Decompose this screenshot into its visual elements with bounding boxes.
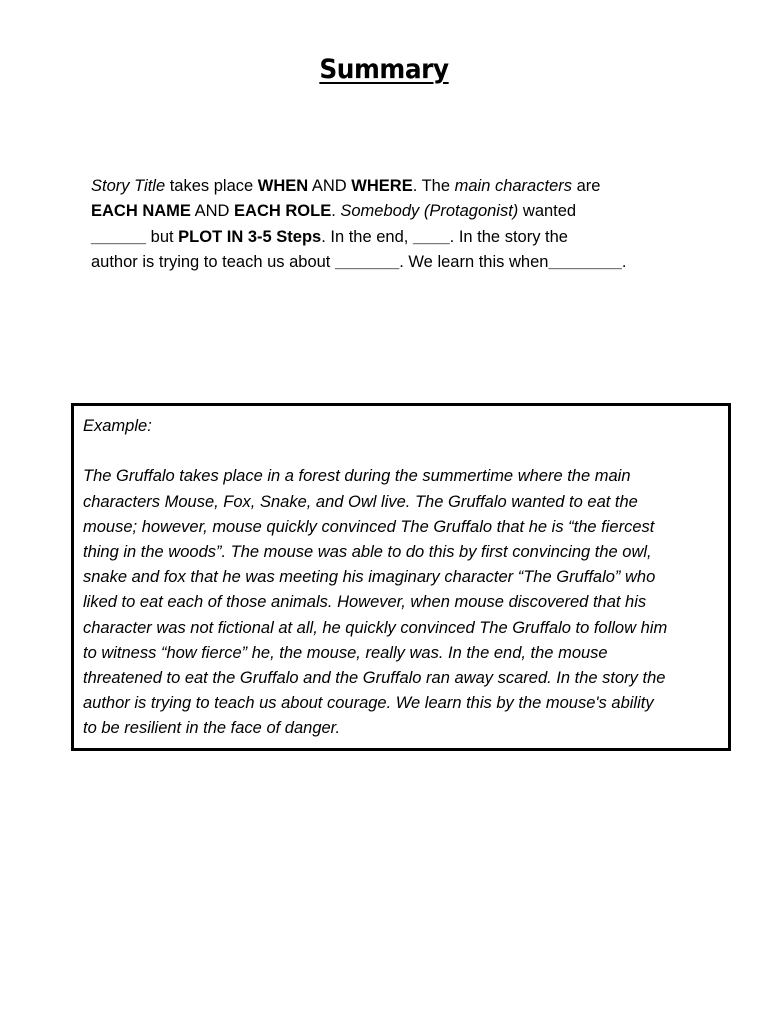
plot-placeholder: PLOT IN 3-5 Steps: [178, 227, 322, 246]
template-text: . In the end,: [321, 227, 413, 246]
template-text: . In the story the: [449, 227, 568, 246]
template-line: [91, 174, 671, 199]
example-line: mouse; however, mouse quickly convinced The Gruffalo that he is “the fiercest: [83, 517, 655, 536]
template-text: are: [572, 177, 601, 195]
example-line: characters Mouse, Fox, Snake, and Owl live. The Gruffalo wanted to eat the: [83, 492, 638, 511]
template-line: [91, 225, 671, 250]
example-line: to witness “how fierce” he, the mouse, really was. In the end, the mouse: [83, 643, 608, 662]
each-role-placeholder: EACH ROLE: [234, 202, 332, 221]
lesson-blank: _______: [334, 252, 400, 271]
example-content: [83, 414, 723, 742]
evidence-blank: ________: [548, 252, 622, 271]
page-title: Summary: [319, 54, 449, 85]
example-line: The Gruffalo takes place in a forest during the summertime where the main: [83, 467, 631, 486]
template-text: . We learn this when: [399, 252, 549, 271]
example-line: thing in the woods”. The mouse was able to do this by first convincing the owl,: [83, 543, 652, 561]
example-line: snake and fox that he was meeting his imaginary character “The Gruffalo” who: [83, 568, 656, 587]
example-box: [71, 403, 731, 751]
ending-blank: ____: [412, 227, 450, 246]
template-text: .: [331, 202, 341, 221]
template-text: but: [146, 227, 179, 246]
template-line: [91, 250, 671, 275]
summary-template: [91, 174, 671, 275]
template-text: .: [621, 252, 627, 271]
when-placeholder: WHEN: [257, 177, 309, 195]
wanted-blank: ______: [91, 227, 147, 246]
example-line: liked to eat each of those animals. However, when mouse discovered that his: [83, 593, 647, 612]
main-characters-placeholder: main characters: [454, 177, 572, 195]
template-text: . The: [412, 177, 455, 195]
example-line: author is trying to teach us about courage. We learn this by the mouse's ability: [83, 694, 654, 713]
template-line: [91, 199, 671, 224]
template-text: AND: [308, 177, 352, 195]
example-label: Example:: [83, 417, 152, 435]
template-text: AND: [190, 202, 235, 221]
template-text: author is trying to teach us about: [91, 252, 335, 271]
example-line: character was not fictional at all, he quickly convinced The Gruffalo to follow him: [83, 618, 668, 637]
example-line: to be resilient in the face of danger.: [83, 719, 341, 738]
template-text: wanted: [518, 202, 577, 221]
each-name-placeholder: EACH NAME: [91, 202, 191, 221]
example-line: threatened to eat the Gruffalo and the Gruffalo ran away scared. In the story the: [83, 669, 666, 688]
where-placeholder: WHERE: [351, 177, 413, 195]
protagonist-placeholder: Somebody (Protagonist): [340, 202, 519, 221]
template-text: takes place: [165, 177, 258, 195]
story-title-placeholder: Story Title: [91, 177, 166, 195]
